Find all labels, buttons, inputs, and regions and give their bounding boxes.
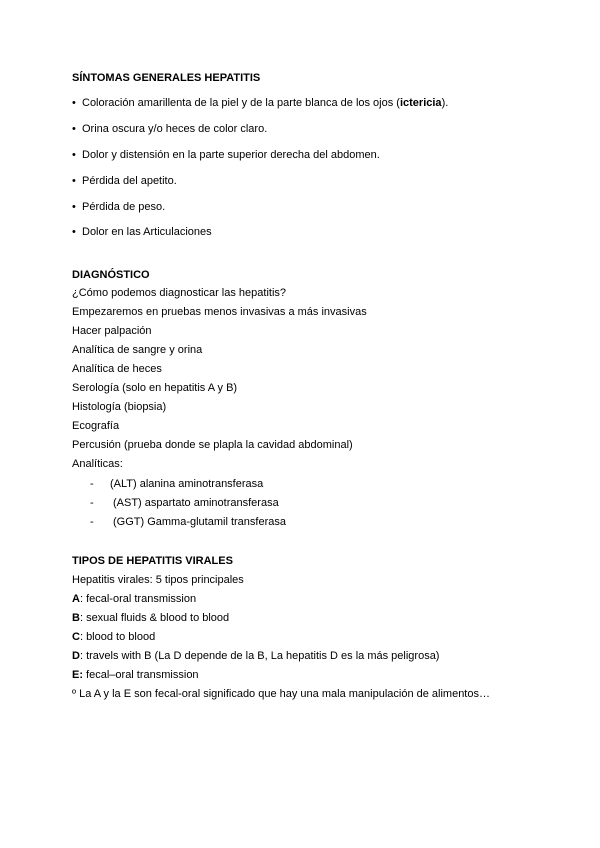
- sintoma-item: • Dolor en las Articulaciones: [72, 226, 212, 238]
- tipo-item: A: fecal-oral transmission: [72, 593, 197, 605]
- diagnostico-line: Analítica de heces: [72, 363, 162, 375]
- diagnostico-line: Percusión (prueba donde se plapla la cavidad abdominal): [72, 439, 353, 451]
- tipos-intro: Hepatitis virales: 5 tipos principales: [72, 574, 244, 586]
- diagnostico-line: Serología (solo en hepatitis A y B): [72, 382, 238, 394]
- dash-icon: -: [90, 516, 94, 528]
- dash-icon: -: [90, 497, 94, 509]
- diagnostico-line: ¿Cómo podemos diagnosticar las hepatitis?: [72, 287, 287, 299]
- sintoma-item: • Orina oscura y/o heces de color claro.: [72, 123, 268, 135]
- sintoma-item: • Pérdida de peso.: [72, 201, 166, 213]
- sintoma-item: • Pérdida del apetito.: [72, 175, 177, 187]
- diagnostico-line: Empezaremos en pruebas menos invasivas a más invasivas: [72, 306, 367, 318]
- tipo-item: B: sexual fluids & blood to blood: [72, 612, 230, 624]
- tipos-note: º La A y la E son fecal-oral significado que hay una mala manipulación de alimentos…: [72, 688, 490, 700]
- diagnostico-line: Ecografía: [72, 420, 120, 432]
- analitica-subitem: - (AST) aspartato aminotransferasa: [90, 497, 279, 509]
- bullet-icon: •: [72, 175, 76, 187]
- diagnostico-line: Analíticas:: [72, 458, 123, 470]
- ictericia-term: ictericia: [399, 97, 442, 109]
- bullet-icon: •: [72, 226, 76, 238]
- tipo-item: E: fecal–oral transmission: [72, 669, 199, 681]
- sintoma-item: • Coloración amarillenta de la piel y de la parte blanca de los ojos (ictericia).: [72, 97, 449, 109]
- analitica-subitem: - (GGT) Gamma-glutamil transferasa: [90, 516, 286, 528]
- sintoma-item: • Dolor y distensión en la parte superior derecha del abdomen.: [72, 149, 380, 161]
- tipo-item: C: blood to blood: [72, 631, 156, 643]
- diagnostico-line: Hacer palpación: [72, 325, 152, 337]
- tipos-heading: TIPOS DE HEPATITIS VIRALES: [72, 555, 233, 567]
- sintomas-heading: SÍNTOMAS GENERALES HEPATITIS: [72, 72, 261, 84]
- tipo-item: D: travels with B (La D depende de la B, La hepatitis D es la más peligrosa): [72, 650, 440, 662]
- bullet-icon: •: [72, 201, 76, 213]
- bullet-icon: •: [72, 123, 76, 135]
- dash-icon: -: [90, 478, 94, 490]
- bullet-icon: •: [72, 149, 76, 161]
- diagnostico-heading: DIAGNÓSTICO: [72, 269, 150, 281]
- diagnostico-line: Histología (biopsia): [72, 401, 167, 413]
- bullet-icon: •: [72, 97, 76, 109]
- analitica-subitem: - (ALT) alanina aminotransferasa: [90, 478, 264, 490]
- diagnostico-line: Analítica de sangre y orina: [72, 344, 203, 356]
